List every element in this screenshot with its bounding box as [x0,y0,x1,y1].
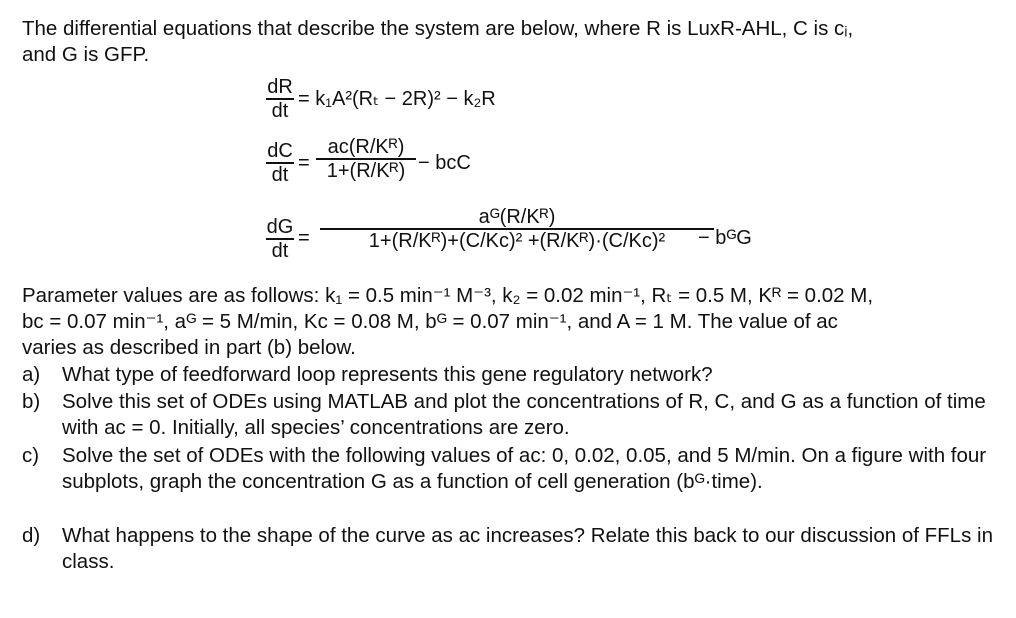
parameters-line-3: varies as described in part (b) below. [22,336,356,359]
intro-line-2: and G is GFP. [22,43,150,66]
lhs-numerator: dC [267,140,293,162]
rhs-numerator: aᴳ(R/Kᴿ) [478,206,556,228]
lhs-numerator: dR [267,76,293,98]
rhs-fraction [316,136,416,182]
intro-line-1: The differential equations that describe the system are below, where R is LuxR-AHL, C is cᵢ, [22,17,854,40]
lhs-fraction [266,140,294,186]
lhs-numerator: dG [266,216,294,238]
question-b [22,389,1002,441]
lhs-denominator: dt [271,99,289,122]
lhs-denominator: dt [271,239,289,262]
rhs-denominator: 1+(R/Kᴿ) [326,159,406,182]
rhs-denominator: 1+(R/Kᴿ)+(C/Kᴄ)² +(R/Kᴿ)·(C/Kᴄ)² [368,229,666,252]
question-label: a) [22,363,41,386]
rhs-fraction [320,206,714,252]
equals-sign: = [298,227,310,249]
question-text: Solve the set of ODEs with the following values of aᴄ: 0, 0.02, 0.05, and 5 M/min. On a figure with four subplots, graph the concentration G as a function of cell generation (bᴳ·time). [62,444,987,493]
question-text: What happens to the shape of the curve as aᴄ increases? Relate this back to our discussion of FFLs in class. [62,524,993,573]
rhs-tail: − bᴄC [418,152,471,174]
parameters-line-2: bᴄ = 0.07 min⁻¹, aᴳ = 5 M/min, Kᴄ = 0.08 M, bᴳ = 0.07 min⁻¹, and A = 1 M. The value of aᴄ [22,310,838,333]
rhs-numerator: aᴄ(R/Kᴿ) [327,136,405,158]
question-label: c) [22,444,40,467]
lhs-fraction [266,76,294,122]
question-d [22,523,1002,575]
rhs-expression: = k₁A²(Rₜ − 2R)² − k₂R [298,88,496,110]
question-label: d) [22,524,41,547]
lhs-denominator: dt [271,163,289,186]
rhs-tail: − bᴳG [698,227,752,249]
equals-sign: = [298,152,310,174]
question-text: Solve this set of ODEs using MATLAB and plot the concentrations of R, C, and G as a function of time with aᴄ = 0. Initially, all species’ concentrations are zero. [62,390,986,439]
question-text: What type of feedforward loop represents this gene regulatory network? [62,363,713,386]
question-c [22,443,1002,521]
lhs-fraction [266,216,294,262]
question-a [22,362,1002,388]
parameters-line-1: Parameter values are as follows: k₁ = 0.5 min⁻¹ M⁻³, k₂ = 0.02 min⁻¹, Rₜ = 0.5 M, Kᴿ = 0.02 M, [22,284,874,307]
question-label: b) [22,390,41,413]
